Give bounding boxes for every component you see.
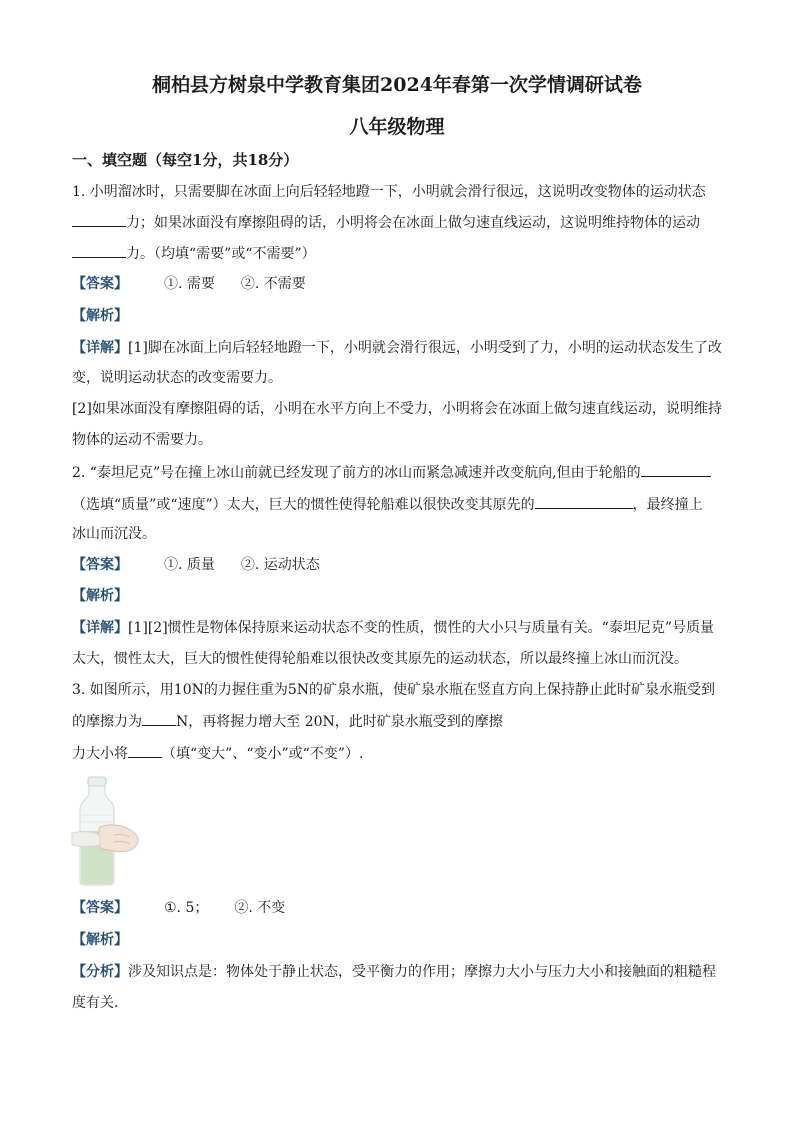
sleeve <box>72 832 100 847</box>
q1-detail-line4: 物体的运动不需要力。 <box>72 432 212 448</box>
q2-blank2[interactable] <box>535 494 633 509</box>
q3-line1: 3. 如图所示，用10N的力握住重为5N的矿泉水瓶，使矿泉水瓶在竖直方向上保持静止此时矿泉水瓶受到 <box>72 682 716 698</box>
section-heading: 一、填空题（每空1分，共18分） <box>72 151 299 169</box>
q2-blank1[interactable] <box>641 462 711 477</box>
q2-analysis-label: 【解析】 <box>72 588 128 604</box>
q1-line1: 1. 小明溜冰时，只需要脚在冰面上向后轻轻地蹬一下，小明就会滑行很远，这说明改变物体的运动状态 <box>72 184 706 200</box>
q3-line2: 的摩擦力为 N，再将握力增大至 20N，此时矿泉水瓶受到的摩擦 <box>72 711 503 732</box>
exam-subtitle: 八年级物理 <box>349 116 445 138</box>
q1-analysis-label: 【解析】 <box>72 308 128 324</box>
q3-blank1[interactable] <box>142 711 176 726</box>
q2-detail-line1: 【详解】[1][2]惯性是物体保持原来运动状态不变的性质，惯性的大小只与质量有关。“泰坦尼克”号质量 <box>72 620 714 636</box>
q1-detail-line3: [2]如果冰面没有摩擦阻碍的话，小明在水平方向上不受力，小明将会在冰面上做匀速直线运动，说明维持 <box>72 401 722 417</box>
bottle-cap <box>88 777 106 786</box>
bottle-in-hand-figure <box>70 775 142 887</box>
q1-answer: 【答案】 ①. 需要 ②. 不需要 <box>72 276 306 292</box>
q1-blank1[interactable] <box>72 212 126 227</box>
q1-detail-line1: 【详解】[1]脚在冰面上向后轻轻地蹬一下，小明就会滑行很远，小明受到了力，小明的运动状态发生了改 <box>72 340 722 356</box>
q3-fenxi-line2: 度有关． <box>72 995 128 1011</box>
q2-line2: （选填“质量”或“速度”）太大，巨大的惯性使得轮船难以很快改变其原先的 ，最终撞上 <box>72 494 703 515</box>
q3-fenxi-line1: 【分析】涉及知识点是：物体处于静止状态，受平衡力的作用；摩擦力大小与压力大小和接触面的粗糙程 <box>72 964 716 980</box>
q3-line3: 力大小将 （填“变大”、“变小”或“不变”）. <box>72 743 363 764</box>
q2-line3: 冰山而沉没。 <box>72 526 156 542</box>
q1-detail-line2: 变，说明运动状态的改变需要力。 <box>72 370 282 386</box>
q2-detail-line2: 太大，惯性太大，巨大的惯性使得轮船难以很快改变其原先的运动状态，所以最终撞上冰山而沉没。 <box>72 651 688 667</box>
exam-title: 桐柏县方树泉中学教育集团2024年春第一次学情调研试卷 <box>152 74 642 96</box>
q3-answer: 【答案】 ①. 5； ②. 不变 <box>72 900 286 916</box>
q2-line1: 2. “泰坦尼克”号在撞上冰山前就已经发现了前方的冰山而紧急减速并改变航向,但由于轮船的 <box>72 462 711 483</box>
q3-blank2[interactable] <box>128 743 162 758</box>
q2-answer: 【答案】 ①. 质量 ②. 运动状态 <box>72 557 320 573</box>
q3-analysis-label: 【解析】 <box>72 932 128 948</box>
hand <box>99 825 138 852</box>
q1-line2: 力；如果冰面没有摩擦阻碍的话，小明将会在冰面上做匀速直线运动，这说明维持物体的运动 <box>72 212 700 233</box>
q1-blank2[interactable] <box>72 243 126 258</box>
q1-line3: 力。（均填“需要”或“不需要”） <box>72 243 316 264</box>
